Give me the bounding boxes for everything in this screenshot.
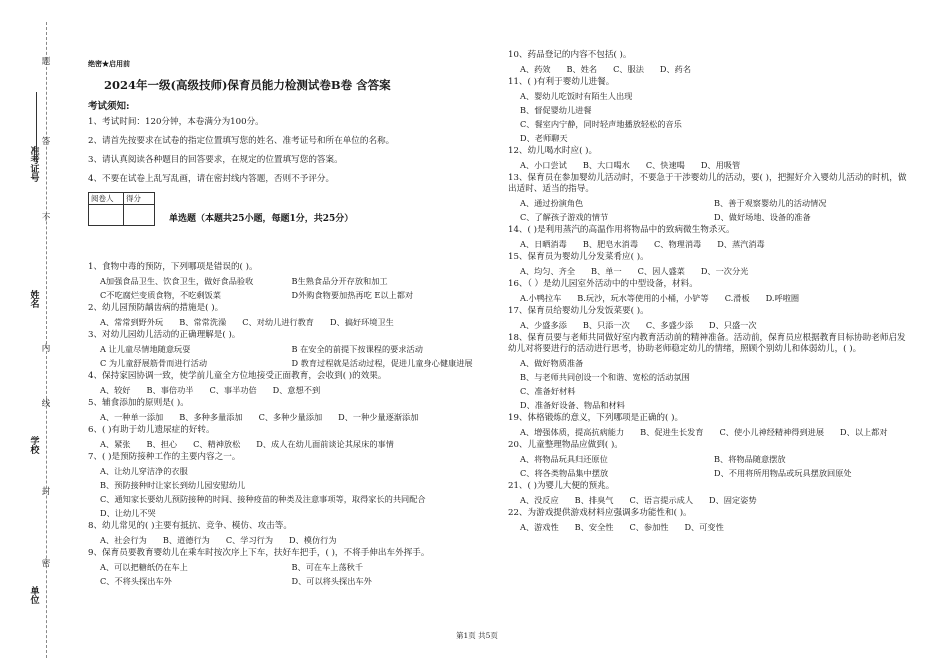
option-row — [88, 412, 483, 423]
binding-mark: 题 — [41, 57, 51, 67]
answer-option[interactable]: C、事半功倍 — [209, 385, 257, 395]
question-stem: 19、体格锻炼的意义，下列哪项是正确的( )。 — [508, 413, 684, 423]
answer-option[interactable]: D、固定姿势 — [709, 495, 757, 505]
option-row — [508, 133, 908, 144]
fill-line — [36, 92, 37, 162]
option-row — [508, 160, 908, 171]
answer-option[interactable]: A、社会行为 — [100, 535, 147, 545]
answer-option[interactable]: C、精神放松 — [193, 439, 241, 449]
answer-option[interactable]: D、搞好环境卫生 — [329, 317, 394, 327]
question-stem: 5、辅食添加的原则是( )。 — [88, 398, 189, 408]
answer-option[interactable]: C、多种少量添加 — [258, 412, 323, 422]
answer-option[interactable]: D外购食物要加热再吃 E以上都对 — [291, 290, 414, 300]
answer-option[interactable]: A、少盛多添 — [520, 320, 567, 330]
option-row — [508, 119, 908, 130]
answer-option[interactable]: C、将各类物品集中摆放 — [520, 468, 609, 478]
question — [508, 173, 908, 223]
answer-option[interactable]: D、意想不到 — [272, 385, 321, 395]
instruction-item: 2、请首先按要求在试卷的指定位置填写您的姓名、准考证号和所在单位的名称。 — [88, 136, 395, 146]
answer-option[interactable]: D、可变性 — [684, 522, 724, 532]
question-stem: 11、( )有利于婴幼儿进餐。 — [508, 77, 615, 87]
reviewer-header: 阅卷人 — [89, 193, 124, 205]
answer-option[interactable]: B、促进生长发育 — [640, 427, 704, 437]
answer-option[interactable]: B、预防接种时让家长到幼儿园安慰幼儿 — [100, 480, 246, 490]
label-school: 学校 — [30, 437, 40, 456]
answer-option[interactable]: C、餐室内宁静，同时轻声地播放轻松的音乐 — [520, 119, 682, 129]
option-row — [88, 385, 483, 396]
answer-option[interactable]: C、物理消毒 — [654, 239, 702, 249]
answer-option[interactable]: D、准备好设备、物品和材料 — [520, 400, 625, 410]
answer-option[interactable]: B、善于观察婴幼儿的活动情况 — [714, 198, 827, 208]
question-stem: 4、保持家园协调一致，使学前儿童全方位地接受正面教育，会收到( )的效果。 — [88, 371, 387, 381]
question — [88, 303, 483, 328]
instruction-item: 4、不要在试卷上乱写乱画，请在密封线内答题，否则不予评分。 — [88, 174, 335, 184]
answer-option[interactable]: B、可在车上荡秋千 — [291, 562, 364, 572]
question — [88, 548, 483, 587]
option-row — [508, 212, 908, 223]
answer-option[interactable]: D 教育过程就是活动过程，促进儿童身心健康进展 — [291, 358, 473, 368]
answer-option[interactable]: D、模仿行为 — [289, 535, 337, 545]
answer-option[interactable]: B.玩沙，玩水等使用的小桶，小铲等 — [577, 293, 709, 303]
questions-right-column — [508, 50, 908, 535]
option-row — [508, 468, 908, 479]
question-stem: 16、（ ）是幼儿园室外活动中的中型设备，材料。 — [508, 279, 698, 289]
option-row — [508, 358, 908, 369]
option-row — [88, 576, 483, 587]
option-row — [508, 522, 908, 533]
binding-mark: 封 — [41, 487, 51, 497]
binding-mark: 答 — [41, 137, 51, 147]
question — [508, 413, 908, 438]
question-stem: 6、( )有助于幼儿遗尿症的好转。 — [88, 425, 215, 435]
question-stem: 9、保育员要教育婴幼儿在乘车时按次序上下车，扶好车把手，( )，不将手伸出车外挥手。 — [88, 548, 430, 558]
answer-option[interactable]: D、做好场地、设备的准备 — [714, 212, 811, 222]
answer-option[interactable]: B、将物品随意摆放 — [714, 454, 786, 464]
answer-option[interactable]: C、了解孩子游戏的情节 — [520, 212, 609, 222]
option-row — [508, 495, 908, 506]
question — [508, 50, 908, 75]
option-row — [88, 276, 483, 287]
question-stem: 14、( )是利用蒸汽的高温作用将物品中的致病微生物杀灭。 — [508, 225, 735, 235]
question — [508, 306, 908, 331]
question — [88, 262, 483, 301]
option-row — [508, 454, 908, 465]
question — [88, 452, 483, 519]
answer-option[interactable]: D、只盛一次 — [709, 320, 757, 330]
answer-option[interactable]: A、让幼儿穿洁净的衣服 — [100, 466, 188, 476]
answer-option[interactable]: A、增强体质，提高抗病能力 — [520, 427, 625, 437]
option-row — [88, 466, 483, 477]
answer-option[interactable]: D、药名 — [659, 64, 692, 74]
option-row — [508, 372, 908, 383]
question-stem: 15、保育员为婴幼儿分发菜肴应( )。 — [508, 252, 649, 262]
answer-option[interactable]: B、肥皂水消毒 — [582, 239, 639, 249]
answer-option[interactable]: B、担心 — [146, 439, 178, 449]
answer-option[interactable]: B生熟食品分开存放和加工 — [291, 276, 388, 286]
answer-option[interactable]: A、均匀、齐全 — [520, 266, 576, 276]
question — [508, 279, 908, 304]
answer-option[interactable]: D、不用将所用物品或玩具摆放回原处 — [714, 468, 852, 478]
answer-option[interactable]: C 为儿童舒展筋骨而进行活动 — [100, 358, 208, 368]
answer-option[interactable]: D、让幼儿不哭 — [100, 508, 156, 518]
answer-option[interactable]: C、多盛少添 — [645, 320, 694, 330]
score-cell[interactable] — [124, 205, 155, 226]
question-stem: 3、对幼儿园幼儿活动的正确理解是( )。 — [88, 330, 241, 340]
label-exam-id: 准考证号 — [30, 147, 40, 184]
answer-option[interactable]: A、通过扮演角色 — [520, 198, 584, 208]
option-row — [88, 439, 483, 450]
answer-option[interactable]: C、通知家长要幼儿预防接种的时间、接种疫苗的种类及注意事项等，取得家长的共同配合 — [100, 494, 426, 504]
answer-option[interactable]: A.小鸭拉车 — [520, 293, 562, 303]
answer-option[interactable]: D、以上都对 — [840, 427, 888, 437]
question-stem: 8、幼儿常见的( )主要有抵抗、竞争、模仿、攻击等。 — [88, 521, 292, 531]
answer-option[interactable]: A、没反应 — [520, 495, 559, 505]
secret-mark: 绝密★启用前 — [88, 59, 130, 68]
answer-option[interactable]: C、准备好材料 — [520, 386, 576, 396]
answer-option[interactable]: B 在安全的前提下按课程的要求活动 — [291, 344, 423, 354]
option-row — [508, 320, 908, 331]
answer-option[interactable]: B、只添一次 — [582, 320, 630, 330]
label-unit: 单位 — [30, 587, 40, 606]
answer-option[interactable]: D、成人在幼儿面前谈论其尿床的事情 — [256, 439, 394, 449]
answer-option[interactable]: A、紧张 — [100, 439, 131, 449]
answer-option[interactable]: A、日晒消毒 — [520, 239, 567, 249]
answer-option[interactable]: C、学习行为 — [225, 535, 274, 545]
answer-option[interactable]: B、姓名 — [566, 64, 598, 74]
option-row — [88, 358, 483, 369]
answer-option[interactable]: B、督促婴幼儿进餐 — [520, 105, 592, 115]
question-stem: 21、( )为婴儿大便的预兆。 — [508, 481, 615, 491]
question — [508, 508, 908, 533]
answer-option[interactable]: A、做好物质准备 — [520, 358, 584, 368]
answer-option[interactable]: D、一种少量逐渐添加 — [338, 412, 419, 422]
answer-option[interactable]: A、较好 — [100, 385, 131, 395]
option-row — [88, 344, 483, 355]
instruction-item: 1、考试时间：120分钟，本卷满分为100分。 — [88, 117, 264, 127]
answer-option[interactable]: B、与老师共同创设一个和谐、宽松的活动氛围 — [520, 372, 690, 382]
question — [508, 481, 908, 506]
question — [508, 333, 908, 411]
answer-option[interactable]: A、将物品玩具归还原位 — [520, 454, 608, 464]
option-row — [508, 239, 908, 250]
binding-mark: 不 — [41, 213, 51, 223]
answer-option[interactable]: C、不将头探出车外 — [100, 576, 172, 586]
answer-option[interactable]: D.呼啦圈 — [765, 293, 800, 303]
reviewer-cell[interactable] — [89, 205, 124, 226]
question — [508, 77, 908, 144]
question-stem: 17、保育员给婴幼儿分发饭菜要( )。 — [508, 306, 649, 316]
answer-option[interactable]: A加强食品卫生、饮食卫生，做好食品验收 — [100, 276, 254, 286]
page-title: 2024年一级(高级技师)保育员能力检测试卷B卷 含答案 — [104, 78, 391, 92]
option-row — [508, 427, 908, 438]
answer-option[interactable]: D、蒸汽消毒 — [717, 239, 765, 249]
option-row — [88, 317, 483, 328]
question — [508, 440, 908, 479]
question-stem: 13、保育员在参加婴幼儿活动时，不要急于干涉婴幼儿的活动，要( )，把握好介入婴幼儿活动的时机，做出适时、适当的指导。 — [508, 173, 907, 194]
option-row — [88, 562, 483, 573]
option-row — [88, 535, 483, 546]
instruction-item: 3、请认真阅读各种题目的回答要求，在规定的位置填写您的答案。 — [88, 155, 343, 165]
answer-option[interactable]: A、婴幼儿吃饭时有陌生人出现 — [520, 91, 633, 101]
option-row — [508, 64, 908, 75]
answer-option[interactable]: C、对幼儿进行教育 — [242, 317, 314, 327]
question-stem: 10、药品登记的内容不包括( )。 — [508, 50, 632, 60]
option-row — [508, 105, 908, 116]
answer-option[interactable]: A、常常到野外玩 — [100, 317, 164, 327]
question-stem: 2、幼儿园预防龋齿病的措施是( )。 — [88, 303, 224, 313]
score-header: 得分 — [124, 193, 155, 205]
option-row — [88, 494, 483, 505]
answer-option[interactable]: C、因人盛菜 — [637, 266, 685, 276]
question-stem: 22、为游戏提供游戏材料应强调多功能性和( )。 — [508, 508, 692, 518]
option-row — [88, 480, 483, 491]
question — [508, 252, 908, 277]
binding-mark: 内 — [41, 344, 51, 354]
instructions-heading: 考试须知: — [88, 101, 130, 112]
answer-option[interactable]: B、多种多量添加 — [179, 412, 243, 422]
answer-option[interactable]: C、参加性 — [629, 522, 669, 532]
question — [88, 371, 483, 396]
option-row — [88, 508, 483, 519]
answer-option[interactable]: C、快速喝 — [645, 160, 685, 170]
answer-option[interactable]: C不吃腐烂变质食物，不吃剩饭菜 — [100, 290, 221, 300]
option-row — [508, 198, 908, 209]
answer-option[interactable]: B、常常洗澡 — [179, 317, 227, 327]
answer-option[interactable]: A、药效 — [520, 64, 551, 74]
question-stem: 12、幼儿喝水时应( )。 — [508, 146, 598, 156]
answer-option[interactable]: A、小口尝试 — [520, 160, 567, 170]
answer-option[interactable]: A、游戏性 — [520, 522, 559, 532]
answer-option[interactable]: D、用吸管 — [700, 160, 741, 170]
option-row — [508, 266, 908, 277]
question-stem: 1、食物中毒的预防，下列哪项是错误的( )。 — [88, 262, 258, 272]
answer-option[interactable]: C、服法 — [613, 64, 644, 74]
answer-option[interactable]: A 让儿童尽情地随意玩耍 — [100, 344, 191, 354]
binding-mark: 线 — [41, 399, 51, 409]
question — [88, 398, 483, 423]
answer-option[interactable]: B、排臭气 — [574, 495, 614, 505]
label-name: 姓名 — [30, 291, 40, 310]
answer-option[interactable]: C、语言提示成人 — [629, 495, 694, 505]
option-row — [508, 400, 908, 411]
answer-option[interactable]: B、事倍功半 — [146, 385, 194, 395]
answer-option[interactable]: B、安全性 — [574, 522, 614, 532]
question — [88, 425, 483, 450]
answer-option[interactable]: B、大口喝水 — [582, 160, 630, 170]
score-table — [88, 192, 155, 226]
question-stem: 7、( )是预防接种工作的主要内容之一。 — [88, 452, 241, 462]
question — [88, 521, 483, 546]
option-row — [508, 293, 908, 304]
question — [88, 330, 483, 369]
answer-option[interactable]: C、使小儿神经精神得到进展 — [719, 427, 825, 437]
question — [508, 146, 908, 171]
answer-option[interactable]: A、可以把糖纸仍在车上 — [100, 562, 188, 572]
answer-option[interactable]: D、可以将头探出车外 — [291, 576, 372, 586]
page-number: 第1页 共5页 — [456, 631, 498, 640]
answer-option[interactable]: B、单一 — [591, 266, 622, 276]
binding-mark: 密 — [41, 559, 51, 569]
question-stem: 18、保育员要与老师共同做好室内教育活动前的精神准备。活动前，保育员应根据教育目标协助老师启发幼儿对将要进行的活动进行思考，协助老师稳定幼儿的情绪，照顾个别幼儿和体弱幼儿，( )。 — [508, 333, 906, 354]
answer-option[interactable]: D、老师聊天 — [520, 133, 568, 143]
answer-option[interactable]: D、一次分光 — [700, 266, 749, 276]
question-stem: 20、儿童整理物品应做到( )。 — [508, 440, 623, 450]
answer-option[interactable]: B、道德行为 — [162, 535, 210, 545]
option-row — [508, 386, 908, 397]
question — [508, 225, 908, 250]
section-title: 单选题（本题共25小题，每题1分，共25分） — [169, 214, 354, 224]
option-row — [508, 91, 908, 102]
answer-option[interactable]: A、一种单一添加 — [100, 412, 164, 422]
answer-option[interactable]: C.滑板 — [724, 293, 750, 303]
option-row — [88, 290, 483, 301]
questions-left-column — [88, 262, 483, 589]
